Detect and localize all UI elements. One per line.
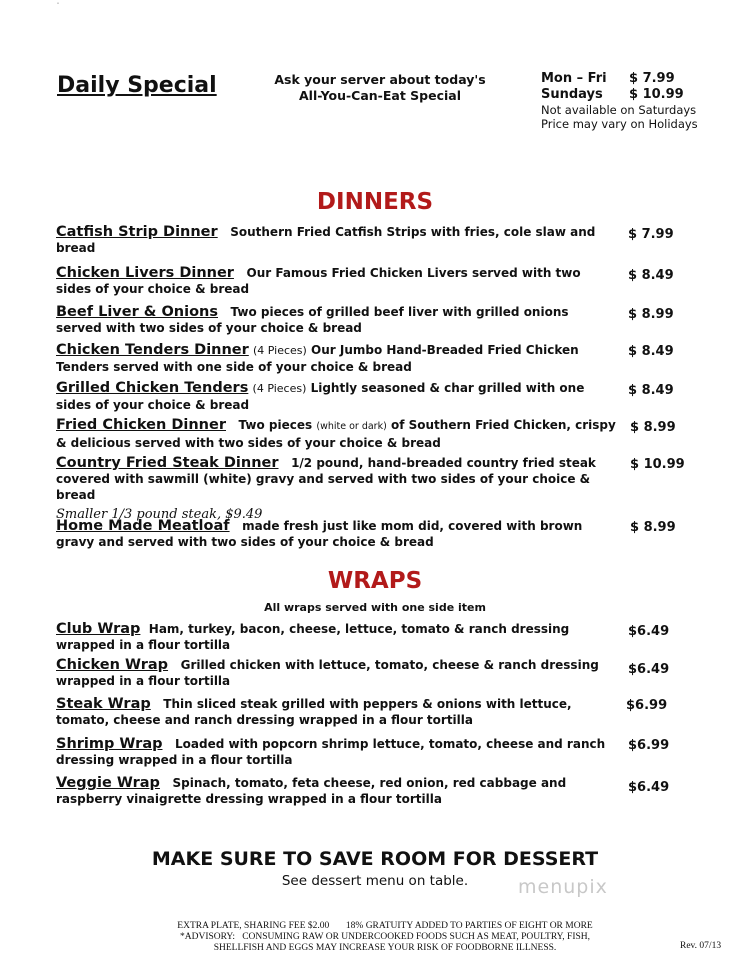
item-description: Ham, turkey, bacon, cheese, lettuce, tomato & ranch dressing wrapped in a flour tortilla xyxy=(56,622,570,652)
footer-line-2: *ADVISORY: CONSUMING RAW OR UNDERCOOKED FOODS SUCH AS MEAT, POULTRY, FISH, xyxy=(179,932,590,942)
menu-item-chicken-livers xyxy=(56,265,616,297)
item-description-b: of Southern Fried Chicken, crispy & delicious served with two sides of your choice & bread xyxy=(56,418,616,450)
item-name: Catfish Strip Dinner xyxy=(56,224,218,240)
item-name: Chicken Livers Dinner xyxy=(56,265,234,281)
item-name: Steak Wrap xyxy=(56,696,151,712)
dessert-headline: MAKE SURE TO SAVE ROOM FOR DESSERT xyxy=(151,848,599,870)
menu-item-meatloaf xyxy=(56,518,616,550)
item-description: Two pieces of grilled beef liver with grilled onions served with two sides of your choice & bread xyxy=(56,305,569,335)
weekday-price: $ 7.99 xyxy=(629,71,675,86)
sunday-label: Sundays xyxy=(541,87,603,102)
saturday-note: Not available on Saturdays xyxy=(541,103,697,117)
item-description: Grilled chicken with lettuce, tomato, cheese & ranch dressing wrapped in a flour tortilla xyxy=(56,658,599,688)
item-qualifier: (4 Pieces) xyxy=(252,382,307,395)
menu-item-grilled-chicken-tenders xyxy=(56,380,616,413)
item-price: $ 8.49 xyxy=(628,344,674,359)
item-description: Lightly seasoned & char grilled with one sides of your choice & bread xyxy=(56,381,585,412)
item-description: Spinach, tomato, feta cheese, red onion, red cabbage and raspberry vinaigrette dressing wrapped in a flour tortilla xyxy=(56,776,567,806)
corner-mark: ˙ xyxy=(56,2,60,11)
item-name: Fried Chicken Dinner xyxy=(56,417,226,433)
item-description: Southern Fried Catfish Strips with fries, cole slaw and bread xyxy=(56,225,596,255)
menu-item-chicken-tenders xyxy=(56,342,616,375)
wraps-subtitle: All wraps served with one side item xyxy=(264,601,486,614)
item-name: Shrimp Wrap xyxy=(56,736,163,752)
item-description: 1/2 pound, hand-breaded country fried steak covered with sawmill (white) gravy and served with two sides of your choice & bread xyxy=(56,456,596,502)
daily-special-ask xyxy=(270,72,490,104)
item-price: $ 8.49 xyxy=(628,268,674,283)
item-price: $6.49 xyxy=(628,780,670,795)
sunday-price: $ 10.99 xyxy=(629,87,684,102)
daily-special-notes xyxy=(541,103,698,131)
item-price: $6.49 xyxy=(628,662,670,677)
menu-item-club-wrap xyxy=(56,621,616,653)
item-price: $6.99 xyxy=(628,738,670,753)
item-name: Veggie Wrap xyxy=(56,775,160,791)
item-price: $ 8.99 xyxy=(628,307,674,322)
daily-special-title: Daily Special xyxy=(57,73,217,98)
menu-item-steak-wrap xyxy=(56,696,618,728)
weekday-price-row xyxy=(541,71,684,87)
menu-item-beef-liver xyxy=(56,304,616,336)
item-qualifier: (white or dark) xyxy=(316,421,387,432)
item-description: Loaded with popcorn shrimp lettuce, tomato, cheese and ranch dressing wrapped in a flour tortilla xyxy=(56,737,606,767)
footer-line-3: SHELLFISH AND EGGS MAY INCREASE YOUR RISK OF FOODBORNE ILLNESS. xyxy=(213,943,557,953)
ask-line-1: Ask your server about today's xyxy=(274,72,486,87)
menupix-watermark: menupix xyxy=(518,876,608,898)
menu-item-chicken-wrap xyxy=(56,657,616,689)
item-description: Our Famous Fried Chicken Livers served with two sides of your choice & bread xyxy=(56,266,581,296)
item-name: Chicken Wrap xyxy=(56,657,169,673)
item-price: $6.99 xyxy=(626,698,668,713)
menu-item-fried-chicken xyxy=(56,417,616,451)
item-name: Club Wrap xyxy=(56,621,141,637)
footer-line-1: EXTRA PLATE, SHARING FEE $2.00 18% GRATUITY ADDED TO PARTIES OF EIGHT OR MORE xyxy=(177,921,593,931)
dessert-subline: See dessert menu on table. xyxy=(281,873,469,889)
item-price: $ 7.99 xyxy=(628,227,674,242)
item-name: Country Fried Steak Dinner xyxy=(56,455,279,471)
menu-item-veggie-wrap xyxy=(56,775,616,807)
item-price: $ 8.99 xyxy=(630,420,676,435)
footer-notice xyxy=(140,921,630,954)
item-qualifier: (4 Pieces) xyxy=(252,344,307,357)
revision-date: Rev. 07/13 xyxy=(680,941,722,951)
item-price: $6.49 xyxy=(628,624,670,639)
holiday-note: Price may vary on Holidays xyxy=(541,117,698,131)
item-name: Beef Liver & Onions xyxy=(56,304,218,320)
item-description: made fresh just like mom did, covered with brown gravy and served with two sides of your choice & bread xyxy=(56,519,583,549)
daily-special-prices xyxy=(541,71,684,103)
menu-item-catfish-strip xyxy=(56,224,616,256)
item-price: $ 8.99 xyxy=(630,520,676,535)
item-price: $ 10.99 xyxy=(630,457,685,472)
wraps-heading: WRAPS xyxy=(327,568,423,594)
item-note: Smaller 1/3 pound steak, $9.49 xyxy=(56,507,263,522)
item-name: Chicken Tenders Dinner xyxy=(56,342,249,358)
ask-line-2: All-You-Can-Eat Special xyxy=(298,88,461,103)
item-name: Home Made Meatloaf xyxy=(56,518,230,534)
weekday-label: Mon – Fri xyxy=(541,71,607,86)
item-description-a: Two pieces xyxy=(238,418,313,432)
item-name: Grilled Chicken Tenders xyxy=(56,380,249,396)
item-description: Our Jumbo Hand-Breaded Fried Chicken Tenders served with one side of your choice & bread xyxy=(56,343,579,374)
menu-item-shrimp-wrap xyxy=(56,736,616,768)
menu-item-country-fried-steak xyxy=(56,455,612,523)
dinners-heading: DINNERS xyxy=(316,189,434,215)
item-price: $ 8.49 xyxy=(628,383,674,398)
item-description: Thin sliced steak grilled with peppers & onions with lettuce, tomato, cheese and ranch dressing wrapped in a flour tortilla xyxy=(56,697,572,727)
sunday-price-row xyxy=(541,87,684,103)
